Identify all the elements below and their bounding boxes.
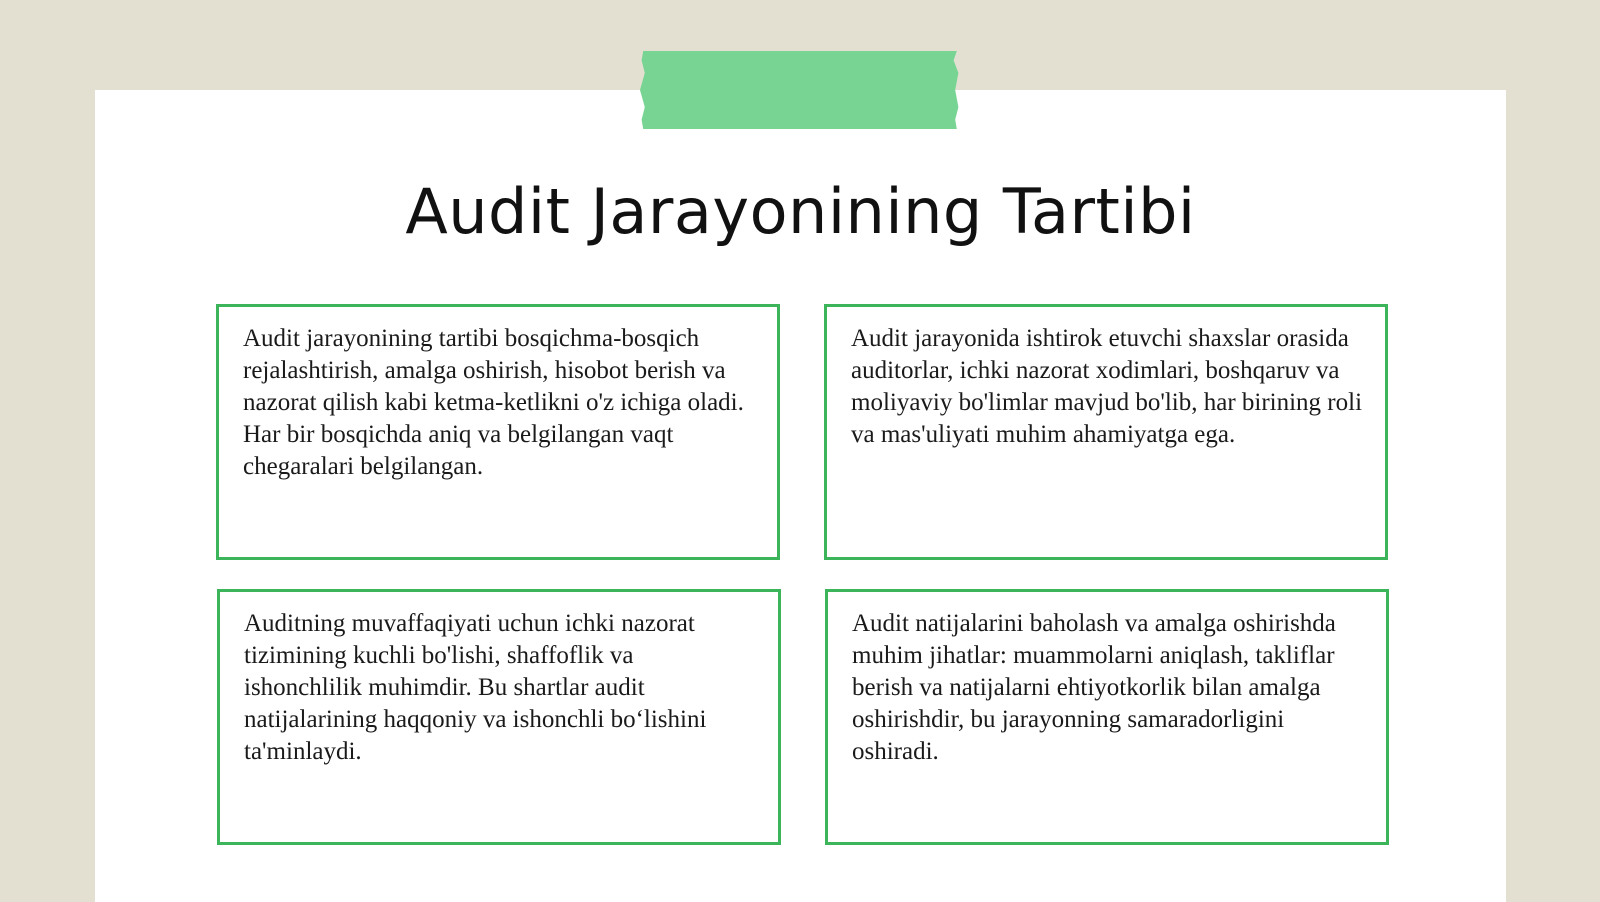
content-box-1 xyxy=(216,304,780,560)
tape-decoration xyxy=(640,51,960,129)
content-box-2 xyxy=(824,304,1388,560)
content-box-1-text: Audit jarayonining tartibi bosqichma-bosqich rejalashtirish, amalga oshirish, hisobot berish va nazorat qilish kabi ketma-ketlikni o'z ichiga oladi. Har bir bosqichda aniq va belgilangan vaqt chegaralari belgilangan. xyxy=(243,325,744,480)
content-box-3-text: Auditning muvaffaqiyati uchun ichki nazorat tizimining kuchli bo'lishi, shaffoflik va ishonchlilik muhimdir. Bu shartlar audit natijalarining haqqoniy va ishonchli bo‘lishini ta'minlaydi. xyxy=(244,610,707,765)
content-box-4 xyxy=(825,589,1389,845)
slide-title: Audit Jarayonining Tartibi xyxy=(405,175,1196,248)
content-box-2-text: Audit jarayonida ishtirok etuvchi shaxslar orasida auditorlar, ichki nazorat xodimlari, boshqaruv va moliyaviy bo'limlar mavjud bo'lib, har birining roli va mas'uliyati muhim ahamiyatga ega. xyxy=(851,325,1363,448)
content-box-3 xyxy=(217,589,781,845)
content-box-4-text: Audit natijalarini baholash va amalga oshirishda muhim jihatlar: muammolarni aniqlash, takliflar berish va natijalarni ehtiyotkorlik bilan amalga oshirishdir, bu jarayonning samaradorligini oshiradi. xyxy=(852,610,1336,765)
